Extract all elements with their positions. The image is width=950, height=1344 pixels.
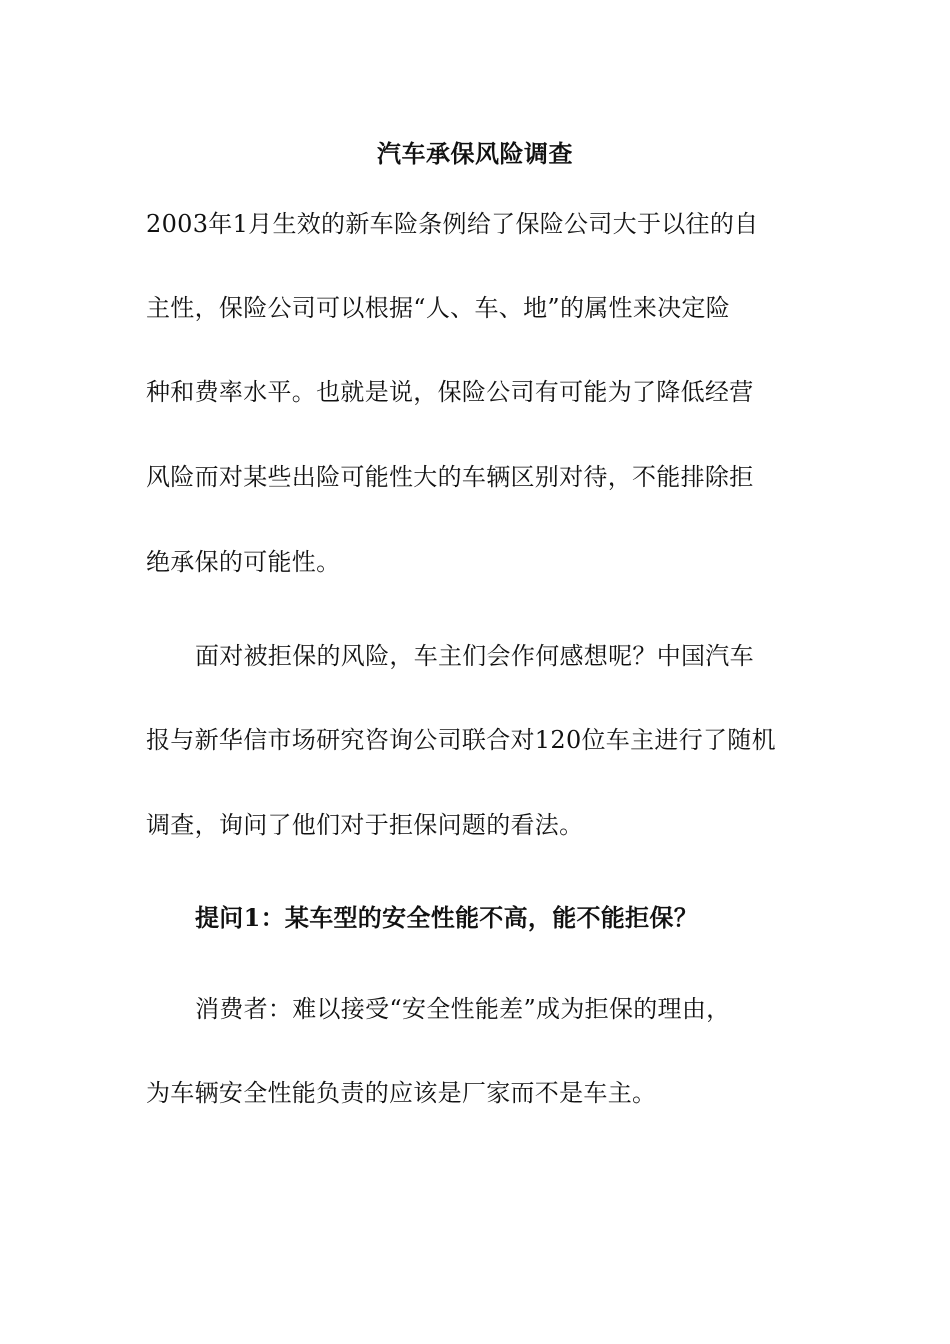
paragraph1-line-1: 2003年1月生效的新车险条例给了保险公司大于以往的自: [146, 210, 759, 238]
paragraph1-line-5: 绝承保的可能性。: [146, 548, 341, 576]
paragraph1-line-4: 风险而对某些出险可能性大的车辆区别对待，不能排除拒: [146, 463, 754, 491]
answer-line-2: 为车辆安全性能负责的应该是厂家而不是车主。: [146, 1079, 657, 1107]
paragraph2-line-2: 报与新华信市场研究咨询公司联合对120位车主进行了随机: [146, 726, 776, 754]
paragraph1-line-3: 种和费率水平。也就是说，保险公司有可能为了降低经营: [146, 378, 754, 406]
paragraph1-line-2: 主性，保险公司可以根据“人、车、地”的属性来决定险: [146, 294, 731, 322]
paragraph2-line-1: 面对被拒保的风险，车主们会作何感想呢？中国汽车: [195, 642, 754, 670]
question-heading: 提问1：某车型的安全性能不高，能不能拒保？: [195, 903, 698, 932]
answer-line-1: 消费者：难以接受“安全性能差”成为拒保的理由，: [195, 995, 731, 1023]
document-title: 汽车承保风险调查: [377, 139, 573, 168]
paragraph2-line-3: 调查，询问了他们对于拒保问题的看法。: [146, 811, 584, 839]
